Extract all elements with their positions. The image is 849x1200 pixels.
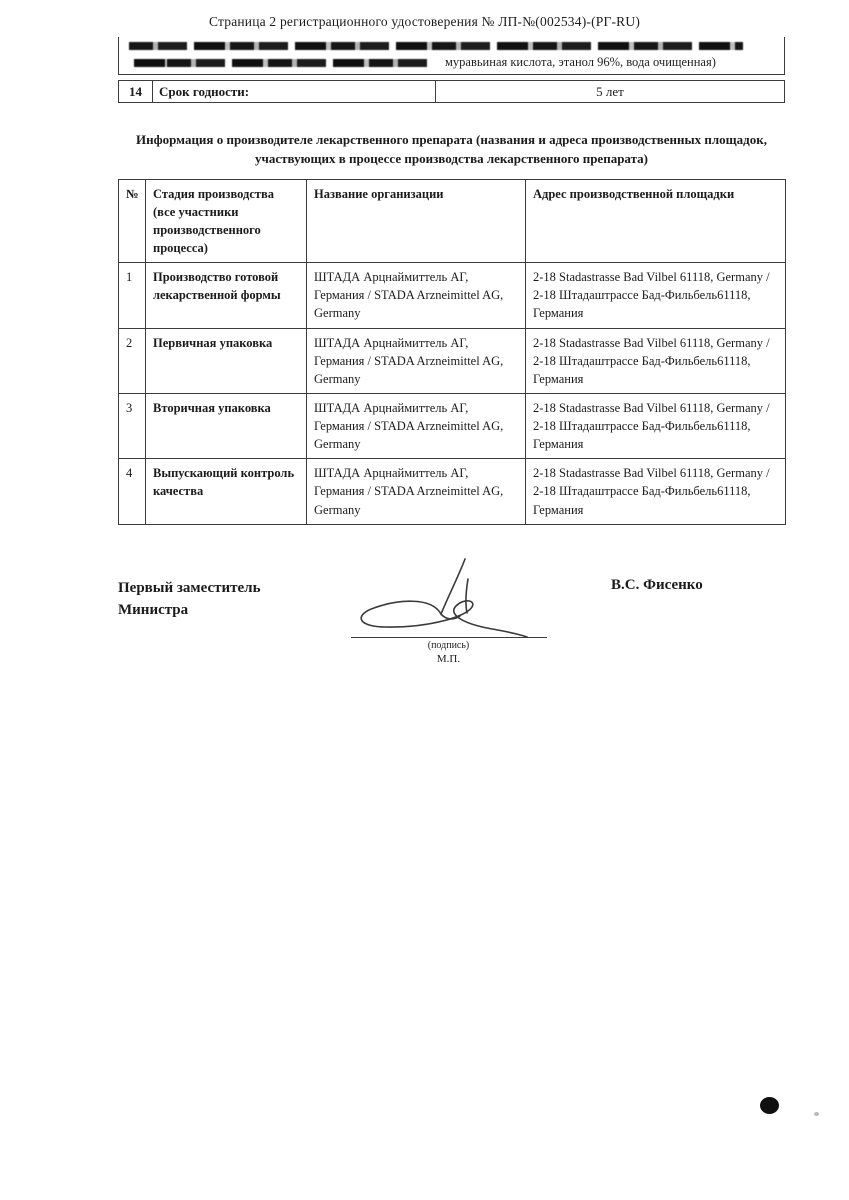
organization-cell: ШТАДА Арцнаймиттель АГ, Германия / STADA Arzneimittel AG, Germany	[307, 328, 526, 393]
organization-cell: ШТАДА Арцнаймиттель АГ, Германия / STADA Arzneimittel AG, Germany	[307, 393, 526, 458]
signature-line	[351, 637, 547, 638]
stage-cell: Первичная упаковка	[146, 328, 307, 393]
row-number: 4	[119, 459, 146, 524]
document-content	[118, 37, 785, 665]
signer-name: В.С. Фисенко	[611, 576, 703, 593]
row-number: 3	[119, 393, 146, 458]
manufacturer-info-heading: Информация о производителе лекарственного препарата (названия и адреса производственных площадок, участвующих в процессе производства лекарственного препарата)	[136, 132, 767, 166]
composition-tail-text: муравьиная кислота, этанол 96%, вода очищенная)	[445, 55, 716, 69]
signature-caption: (подпись)	[427, 639, 470, 651]
signer-position-line2: Министра	[118, 602, 189, 619]
scan-artifact-dot	[760, 1097, 779, 1114]
table-row	[119, 81, 785, 103]
table-row	[119, 459, 786, 524]
scan-artifact-speck	[814, 1112, 819, 1116]
table-header-row	[119, 179, 786, 263]
address-cell: 2-18 Stadastrasse Bad Vilbel 61118, Germany / 2-18 Штадаштрассе Бад-Фильбель61118, Германия	[526, 393, 786, 458]
page-header: Страница 2 регистрационного удостоверения № ЛП-№(002534)-(РГ-RU)	[208, 14, 641, 29]
signer-position	[118, 577, 336, 622]
address-cell: 2-18 Stadastrasse Bad Vilbel 61118, Germany / 2-18 Штадаштрассе Бад-Фильбель61118, Германия	[526, 263, 786, 328]
table-row	[119, 393, 786, 458]
stage-cell: Производство готовой лекарственной формы	[146, 263, 307, 328]
column-header-organization: Название организации	[307, 179, 526, 263]
illegible-scan-line	[129, 42, 743, 50]
column-header-address: Адрес производственной площадки	[526, 179, 786, 263]
signature-block	[118, 577, 785, 665]
shelf-life-table	[118, 80, 785, 103]
stamp-place-label: М.П.	[436, 652, 461, 665]
stage-cell: Выпускающий контроль качества	[146, 459, 307, 524]
row-number: 2	[119, 328, 146, 393]
row-number: 1	[119, 263, 146, 328]
row-number: 14	[119, 81, 153, 103]
manufacturers-table	[118, 179, 786, 525]
shelf-life-label: Срок годности:	[153, 81, 436, 103]
organization-cell: ШТАДА Арцнаймиттель АГ, Германия / STADA Arzneimittel AG, Germany	[307, 459, 526, 524]
table-row	[119, 263, 786, 328]
stage-cell: Вторичная упаковка	[146, 393, 307, 458]
table-row	[119, 328, 786, 393]
organization-cell: ШТАДА Арцнаймиттель АГ, Германия / STADA Arzneimittel AG, Germany	[307, 263, 526, 328]
column-header-number: №	[119, 179, 146, 263]
address-cell: 2-18 Stadastrasse Bad Vilbel 61118, Germany / 2-18 Штадаштрассе Бад-Фильбель61118, Германия	[526, 328, 786, 393]
address-cell: 2-18 Stadastrasse Bad Vilbel 61118, Germany / 2-18 Штадаштрассе Бад-Фильбель61118, Германия	[526, 459, 786, 524]
column-header-stage: Стадия производства (все участники производственного процесса)	[146, 179, 307, 263]
signer-position-line1: Первый заместитель	[118, 579, 261, 596]
handwritten-signature	[344, 555, 554, 641]
illegible-scan-line	[127, 59, 427, 67]
previous-page-table-fragment	[118, 37, 785, 75]
shelf-life-value: 5 лет	[436, 81, 785, 103]
